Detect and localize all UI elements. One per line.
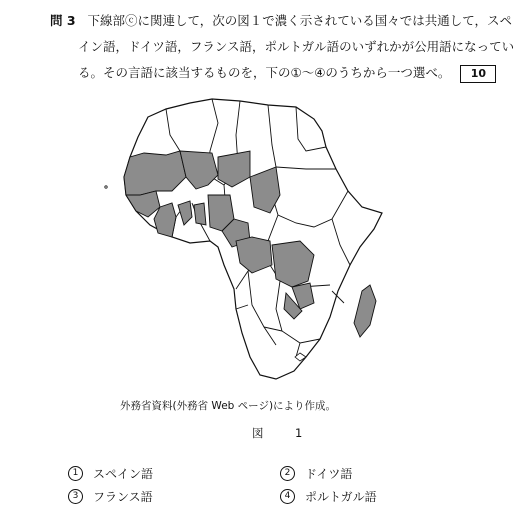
choice-1 [68, 465, 153, 482]
choice-number-1: 1 [68, 466, 83, 481]
choice-3 [68, 488, 153, 505]
choice-text-4: ポルトガル語 [305, 490, 377, 504]
question-line-2: イン語，ドイツ語，フランス語，ポルトガル語のいずれかが公用語になってい [78, 39, 515, 54]
choice-number-4: 4 [280, 489, 295, 504]
choice-text-3: フランス語 [93, 490, 153, 504]
choice-number-3: 3 [68, 489, 83, 504]
choice-text-1: スペイン語 [93, 467, 154, 481]
question-text-3: る。その言語に該当するものを，下の①～④のうちから一つ選べ。 [78, 65, 451, 80]
question-line-3 [78, 60, 496, 86]
africa-map [100, 95, 400, 395]
choice-2 [280, 465, 352, 482]
figure-label: 図 1 [252, 426, 313, 440]
answer-box: 10 [460, 65, 496, 83]
choice-number-2: 2 [280, 466, 295, 481]
figure-source: 外務省資料(外務省 Web ページ)により作成。 [120, 400, 337, 412]
question-number: 問 3 [50, 13, 76, 28]
choice-text-2: ドイツ語 [305, 467, 353, 481]
question-text-1: 下線部ⓒに関連して，次の図１で濃く示されている国々では共通して，スペ [87, 13, 513, 28]
question-line-1 [50, 8, 512, 34]
choice-4 [280, 488, 377, 505]
